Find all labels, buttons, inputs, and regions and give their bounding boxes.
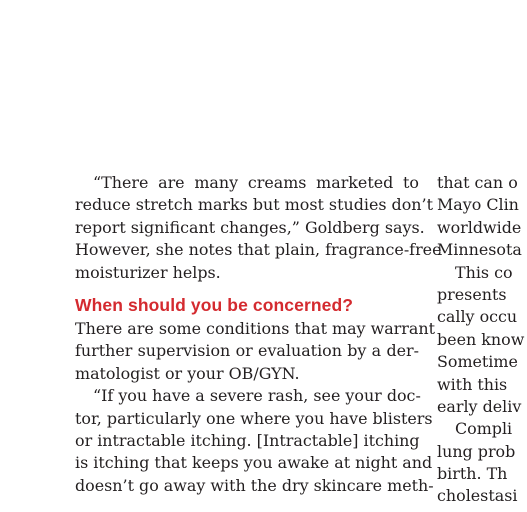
text-line: that can o: [437, 173, 518, 192]
text-line: further supervision or evaluation by a der-: [75, 341, 419, 361]
text-line: This co: [455, 262, 513, 282]
text-line: report significant changes,” Goldberg says.: [75, 217, 425, 237]
text-line: doesn’t go away with the dry skincare meth-: [75, 475, 434, 495]
text-line: been know: [437, 329, 525, 349]
text-line: matologist or your OB/GYN.: [75, 363, 300, 383]
text-line: Minnesota: [437, 240, 522, 260]
text-line: birth. Th: [437, 464, 508, 484]
text-line: early deliv: [437, 396, 522, 416]
left-column: [75, 172, 442, 497]
text-line: tor, particularly one where you have blisters: [75, 408, 433, 428]
text-line: However, she notes that plain, fragrance-free: [75, 240, 442, 260]
text-line: Mayo Clin: [437, 195, 519, 215]
text-line: Compli: [455, 419, 513, 439]
text-line: is itching that keeps you awake at night and: [75, 453, 433, 473]
paragraph-conditions: [75, 318, 435, 385]
text-line: lung prob: [437, 441, 516, 461]
text-line: with this: [437, 374, 508, 394]
text-line: or intractable itching. [Intractable] itching: [75, 430, 420, 450]
text-line: presents: [437, 284, 507, 304]
paragraph-rash: [75, 385, 434, 497]
text-line: cally occu: [437, 307, 518, 327]
right-column: [437, 172, 527, 508]
text-line: Sometime: [437, 352, 518, 372]
text-line: worldwide: [437, 217, 522, 237]
text-line: cholestasi: [437, 486, 518, 506]
text-line: “If you have a severe rash, see your doc-: [93, 386, 421, 406]
paragraph-creams: [75, 172, 442, 284]
section-heading: When should you be concerned?: [75, 294, 354, 315]
text-line: There are some conditions that may warrant: [75, 318, 435, 338]
text-line: reduce stretch marks but most studies don’t: [75, 195, 433, 215]
text-line: “There are many creams marketed to: [93, 173, 419, 192]
text-line: moisturizer helps.: [75, 262, 221, 282]
